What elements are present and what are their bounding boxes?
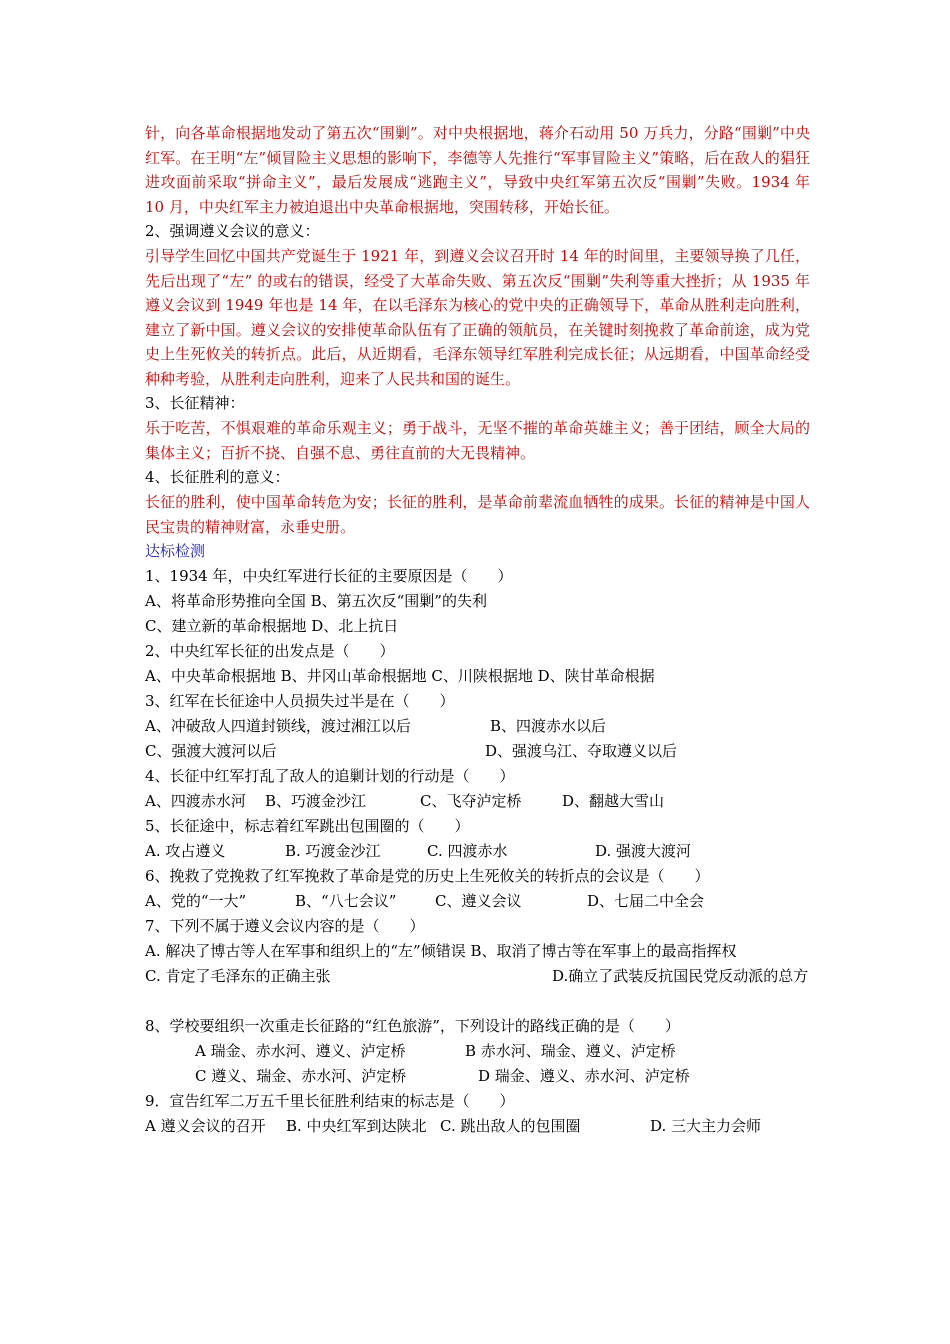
q3-options-row1 [145, 714, 810, 739]
q1-stem: 1、1934 年，中央红军进行长征的主要原因是（ ） [145, 567, 513, 585]
q7-options-cd [145, 964, 810, 989]
q8-stem: 8、学校要组织一次重走长征路的“红色旅游”，下列设计的路线正确的是（ ） [145, 1017, 680, 1035]
q8-options-row1 [145, 1039, 810, 1064]
q9-options-row [145, 1114, 810, 1139]
section3-body: 乐于吃苦，不惧艰难的革命乐观主义；勇于战斗，无坚不摧的革命英雄主义；善于团结，顾全大局的集体主义；百折不挠、自强不息、勇往直前的大无畏精神。 [145, 419, 810, 462]
section1-tail-text: 针，向各革命根据地发动了第五次“围剿”。对中央根据地，蒋介石动用 50 万兵力，分路“围剿”中央红军。在王明“左”倾冒险主义思想的影响下，李德等人先推行“军事冒险主义”策略，后在敌人的猖狂进攻面前采取“拼命主义”，最后发展成“逃跑主义”，导致中央红军第五次反“围剿”失败。1934 年 10 月，中央红军主力被迫退出中央革命根据地，突围转移，开始长征。 [145, 124, 810, 216]
q6-stem: 6、挽救了党挽救了红军挽救了革命是党的历史上生死攸关的转折点的会议是（ ） [145, 867, 710, 885]
q4-option-c: C、飞夺泸定桥 [420, 792, 522, 810]
quiz-title: 达标检测 [145, 542, 206, 560]
q3-option-d: D、强渡乌江、夺取遵义以后 [485, 742, 678, 760]
q7-option-d: D.确立了武装反抗国民党反动派的总方 [552, 967, 809, 985]
q4-option-b: B、巧渡金沙江 [265, 792, 367, 810]
q5-option-d: D. 强渡大渡河 [595, 842, 692, 860]
q6-option-d: D、七届二中全会 [587, 892, 705, 910]
q9-option-a: A 遵义会议的召开 [145, 1117, 266, 1135]
q5-option-a: A. 攻占遵义 [145, 842, 226, 860]
q6-option-a: A、党的“一大” [145, 892, 247, 910]
q8-option-c: C 遵义、瑞金、赤水河、泸定桥 [195, 1067, 407, 1085]
q9-option-b: B. 中央红军到达陕北 [286, 1117, 427, 1135]
q4-option-d: D、翻越大雪山 [562, 792, 665, 810]
q8-option-a: A 瑞金、赤水河、遵义、泸定桥 [195, 1042, 406, 1060]
q3-option-a: A、冲破敌人四道封锁线，渡过湘江以后 [145, 717, 411, 735]
document-page [145, 121, 810, 1139]
section2-heading: 2、强调遵义会议的意义： [145, 222, 320, 240]
q8-option-d: D 瑞金、遵义、赤水河、泸定桥 [478, 1067, 690, 1085]
section3-heading: 3、长征精神： [145, 394, 245, 412]
q4-options-row [145, 789, 810, 814]
q7-spacer [145, 989, 810, 1014]
q7-option-c: C. 肯定了毛泽东的正确主张 [145, 967, 331, 985]
q5-options-row [145, 839, 810, 864]
q4-option-a: A、四渡赤水河 [145, 792, 246, 810]
section2-body: 引导学生回忆中国共产党诞生于 1921 年，到遵义会议召开时 14 年的时间里，主要领导换了几任，先后出现了“左” 的或右的错误，经受了大革命失败、第五次反“围剿”失利等重大挫折；从 1935 年遵义会议到 1949 年也是 14 年，在以毛泽东为核心的党中央的正确领导下，革命从胜利走向胜利，建立了新中国。遵义会议的安排使革命队伍有了正确的领航员，在关键时刻挽救了革命前途，成为党史上生死攸关的转折点。此后，从近期看，毛泽东领导红军胜利完成长征；从远期看，中国革命经受种种考验，从胜利走向胜利，迎来了人民共和国的诞生。 [145, 247, 810, 388]
q5-option-b: B. 巧渡金沙江 [285, 842, 381, 860]
q4-stem: 4、长征中红军打乱了敌人的追剿计划的行动是（ ） [145, 767, 515, 785]
q2-stem: 2、中央红军长征的出发点是（ ） [145, 642, 395, 660]
q6-options-row [145, 889, 810, 914]
q8-options-row2 [145, 1064, 810, 1089]
q3-option-c: C、强渡大渡河以后 [145, 742, 277, 760]
q1-options-line2: C、建立新的革命根据地 D、北上抗日 [145, 617, 399, 635]
q9-option-c: C. 跳出敌人的包围圈 [440, 1117, 581, 1135]
section4-body: 长征的胜利，使中国革命转危为安；长征的胜利，是革命前辈流血牺牲的成果。长征的精神是中国人民宝贵的精神财富，永垂史册。 [145, 493, 810, 536]
q3-options-row2 [145, 739, 810, 764]
q6-option-b: B、“八七会议” [295, 892, 397, 910]
q1-options-line1: A、将革命形势推向全国 B、第五次反“围剿”的失利 [145, 592, 487, 610]
q6-option-c: C、遵义会议 [435, 892, 522, 910]
q9-option-d: D. 三大主力会师 [650, 1117, 762, 1135]
q9-stem: 9．宣告红军二万五千里长征胜利结束的标志是（ ） [145, 1092, 515, 1110]
q3-stem: 3、红军在长征途中人员损失过半是在（ ） [145, 692, 455, 710]
q7-options-ab: A. 解决了博古等人在军事和组织上的“左”倾错误 B、取消了博古等在军事上的最高指挥权 [145, 942, 737, 960]
q5-stem: 5、长征途中，标志着红军跳出包围圈的（ ） [145, 817, 470, 835]
q5-option-c: C. 四渡赤水 [427, 842, 508, 860]
section4-heading: 4、长征胜利的意义： [145, 468, 290, 486]
q8-option-b: B 赤水河、瑞金、遵义、泸定桥 [465, 1042, 676, 1060]
q2-options-line1: A、中央革命根据地 B、井冈山革命根据地 C、川陕根据地 D、陕甘革命根据 [145, 667, 655, 685]
q7-stem: 7、下列不属于遵义会议内容的是（ ） [145, 917, 425, 935]
q3-option-b: B、四渡赤水以后 [490, 717, 607, 735]
